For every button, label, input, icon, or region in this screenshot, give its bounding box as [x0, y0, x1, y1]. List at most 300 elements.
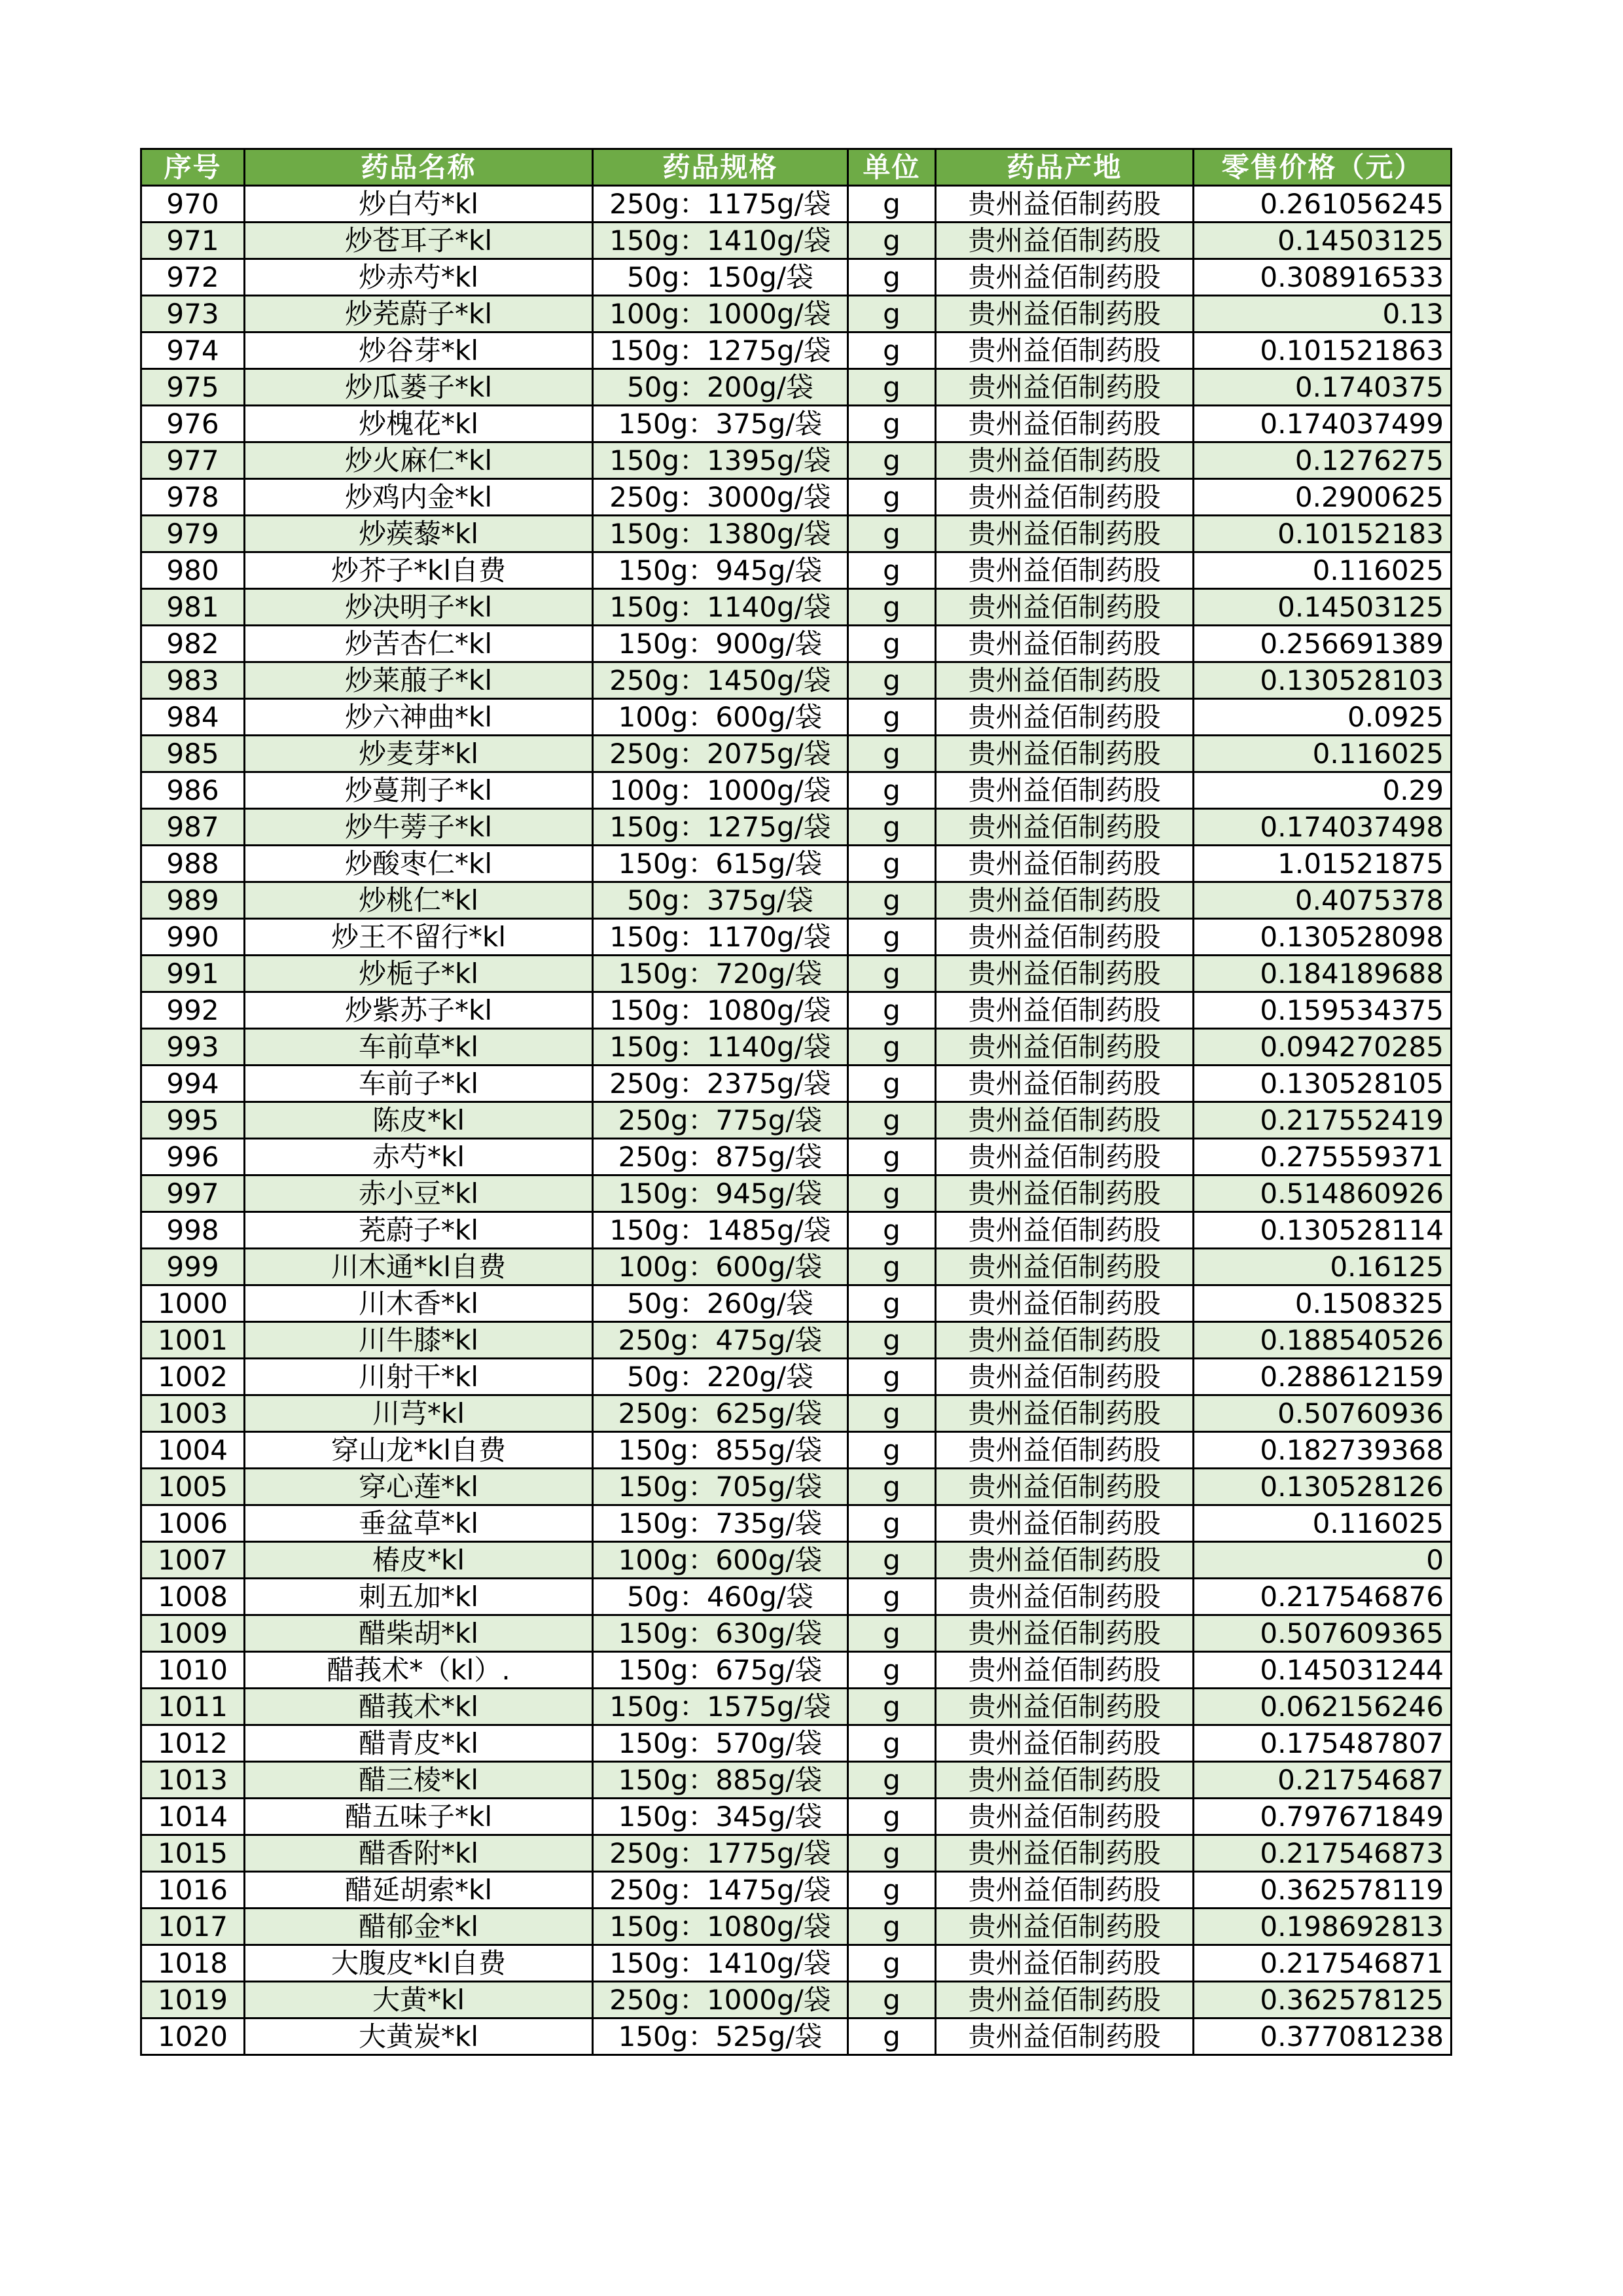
cell-seq: 1000	[141, 1285, 245, 1322]
cell-unit: g	[848, 1909, 936, 1945]
cell-unit: g	[848, 332, 936, 369]
cell-spec: 150g：720g/袋	[593, 956, 848, 992]
table-row	[141, 992, 1452, 1029]
cell-drug-name: 川牛膝*kl	[245, 1322, 593, 1359]
cell-unit: g	[848, 442, 936, 479]
cell-spec: 150g：945g/袋	[593, 1175, 848, 1212]
cell-unit: g	[848, 296, 936, 332]
cell-unit: g	[848, 1579, 936, 1615]
cell-spec: 150g：1395g/袋	[593, 442, 848, 479]
cell-drug-name: 醋郁金*kl	[245, 1909, 593, 1945]
table-row	[141, 1285, 1452, 1322]
cell-retail-price: 0.261056245	[1194, 186, 1452, 223]
cell-origin: 贵州益佰制药股	[936, 956, 1194, 992]
cell-spec: 250g：1775g/袋	[593, 1835, 848, 1872]
cell-seq: 1018	[141, 1945, 245, 1982]
cell-origin: 贵州益佰制药股	[936, 332, 1194, 369]
cell-retail-price: 0.514860926	[1194, 1175, 1452, 1212]
cell-origin: 贵州益佰制药股	[936, 369, 1194, 406]
cell-origin: 贵州益佰制药股	[936, 626, 1194, 662]
cell-origin: 贵州益佰制药股	[936, 1395, 1194, 1432]
cell-drug-name: 大腹皮*kl自费	[245, 1945, 593, 1982]
cell-seq: 1008	[141, 1579, 245, 1615]
cell-seq: 997	[141, 1175, 245, 1212]
table-row	[141, 1579, 1452, 1615]
cell-unit: g	[848, 1249, 936, 1285]
cell-retail-price: 0.4075378	[1194, 882, 1452, 919]
cell-retail-price: 0.362578125	[1194, 1982, 1452, 2018]
cell-drug-name: 穿心莲*kl	[245, 1469, 593, 1505]
cell-unit: g	[848, 1029, 936, 1066]
cell-drug-name: 炒莱菔子*kl	[245, 662, 593, 699]
cell-drug-name: 炒六神曲*kl	[245, 699, 593, 736]
cell-retail-price: 0.507609365	[1194, 1615, 1452, 1652]
cell-origin: 贵州益佰制药股	[936, 296, 1194, 332]
cell-seq: 995	[141, 1102, 245, 1139]
table-row	[141, 1872, 1452, 1909]
cell-spec: 150g：945g/袋	[593, 552, 848, 589]
cell-spec: 150g：1410g/袋	[593, 223, 848, 259]
cell-origin: 贵州益佰制药股	[936, 809, 1194, 846]
cell-origin: 贵州益佰制药股	[936, 479, 1194, 516]
cell-retail-price: 0.10152183	[1194, 516, 1452, 552]
cell-seq: 983	[141, 662, 245, 699]
cell-drug-name: 炒苍耳子*kl	[245, 223, 593, 259]
cell-seq: 972	[141, 259, 245, 296]
cell-unit: g	[848, 1395, 936, 1432]
cell-retail-price: 0.094270285	[1194, 1029, 1452, 1066]
cell-drug-name: 大黄炭*kl	[245, 2018, 593, 2055]
cell-unit: g	[848, 626, 936, 662]
table-row	[141, 1725, 1452, 1762]
cell-origin: 贵州益佰制药股	[936, 1102, 1194, 1139]
cell-unit: g	[848, 479, 936, 516]
cell-retail-price: 0.377081238	[1194, 2018, 1452, 2055]
cell-seq: 970	[141, 186, 245, 223]
cell-unit: g	[848, 1139, 936, 1175]
cell-drug-name: 川木香*kl	[245, 1285, 593, 1322]
table-row	[141, 882, 1452, 919]
cell-retail-price: 0.145031244	[1194, 1652, 1452, 1689]
cell-seq: 1012	[141, 1725, 245, 1762]
cell-drug-name: 刺五加*kl	[245, 1579, 593, 1615]
cell-spec: 150g：375g/袋	[593, 406, 848, 442]
cell-spec: 150g：1275g/袋	[593, 809, 848, 846]
cell-origin: 贵州益佰制药股	[936, 1579, 1194, 1615]
table-row	[141, 809, 1452, 846]
cell-spec: 150g：1170g/袋	[593, 919, 848, 956]
cell-spec: 250g：775g/袋	[593, 1102, 848, 1139]
table-row	[141, 1615, 1452, 1652]
cell-origin: 贵州益佰制药股	[936, 589, 1194, 626]
table-row	[141, 699, 1452, 736]
cell-seq: 985	[141, 736, 245, 772]
cell-seq: 1019	[141, 1982, 245, 2018]
cell-seq: 1005	[141, 1469, 245, 1505]
cell-seq: 1010	[141, 1652, 245, 1689]
table-row	[141, 332, 1452, 369]
cell-origin: 贵州益佰制药股	[936, 1872, 1194, 1909]
cell-seq: 990	[141, 919, 245, 956]
cell-spec: 150g：1410g/袋	[593, 1945, 848, 1982]
cell-drug-name: 炒白芍*kl	[245, 186, 593, 223]
cell-unit: g	[848, 772, 936, 809]
cell-retail-price: 0.198692813	[1194, 1909, 1452, 1945]
cell-spec: 100g：600g/袋	[593, 1542, 848, 1579]
cell-seq: 1007	[141, 1542, 245, 1579]
table-row	[141, 186, 1452, 223]
cell-retail-price: 0.217546876	[1194, 1579, 1452, 1615]
cell-seq: 1001	[141, 1322, 245, 1359]
cell-origin: 贵州益佰制药股	[936, 1175, 1194, 1212]
cell-retail-price: 0.1508325	[1194, 1285, 1452, 1322]
cell-unit: g	[848, 1505, 936, 1542]
cell-origin: 贵州益佰制药股	[936, 1945, 1194, 1982]
cell-unit: g	[848, 552, 936, 589]
cell-origin: 贵州益佰制药股	[936, 1029, 1194, 1066]
cell-origin: 贵州益佰制药股	[936, 1982, 1194, 2018]
cell-spec: 150g：1080g/袋	[593, 992, 848, 1029]
cell-unit: g	[848, 186, 936, 223]
cell-unit: g	[848, 406, 936, 442]
cell-origin: 贵州益佰制药股	[936, 2018, 1194, 2055]
cell-origin: 贵州益佰制药股	[936, 1322, 1194, 1359]
cell-unit: g	[848, 1799, 936, 1835]
cell-unit: g	[848, 882, 936, 919]
cell-unit: g	[848, 919, 936, 956]
cell-unit: g	[848, 1175, 936, 1212]
table-row	[141, 516, 1452, 552]
cell-drug-name: 醋香附*kl	[245, 1835, 593, 1872]
table-row	[141, 919, 1452, 956]
cell-unit: g	[848, 1432, 936, 1469]
cell-seq: 987	[141, 809, 245, 846]
cell-retail-price: 0.29	[1194, 772, 1452, 809]
table-row	[141, 1139, 1452, 1175]
table-row	[141, 1689, 1452, 1725]
cell-unit: g	[848, 809, 936, 846]
cell-drug-name: 川芎*kl	[245, 1395, 593, 1432]
cell-unit: g	[848, 1359, 936, 1395]
cell-drug-name: 炒酸枣仁*kl	[245, 846, 593, 882]
cell-spec: 50g：460g/袋	[593, 1579, 848, 1615]
header-row	[141, 149, 1452, 186]
cell-spec: 250g：1175g/袋	[593, 186, 848, 223]
cell-spec: 50g：220g/袋	[593, 1359, 848, 1395]
cell-retail-price: 0.308916533	[1194, 259, 1452, 296]
cell-retail-price: 0.174037499	[1194, 406, 1452, 442]
cell-spec: 150g：1140g/袋	[593, 1029, 848, 1066]
cell-drug-name: 醋延胡索*kl	[245, 1872, 593, 1909]
cell-unit: g	[848, 1945, 936, 1982]
cell-origin: 贵州益佰制药股	[936, 1652, 1194, 1689]
cell-seq: 1020	[141, 2018, 245, 2055]
table-row	[141, 1542, 1452, 1579]
cell-spec: 150g：630g/袋	[593, 1615, 848, 1652]
cell-spec: 150g：1380g/袋	[593, 516, 848, 552]
table-row	[141, 296, 1452, 332]
cell-spec: 250g：625g/袋	[593, 1395, 848, 1432]
cell-spec: 250g：1475g/袋	[593, 1872, 848, 1909]
cell-seq: 999	[141, 1249, 245, 1285]
cell-unit: g	[848, 662, 936, 699]
cell-seq: 996	[141, 1139, 245, 1175]
table-row	[141, 1799, 1452, 1835]
cell-spec: 150g：900g/袋	[593, 626, 848, 662]
cell-unit: g	[848, 736, 936, 772]
table-row	[141, 1175, 1452, 1212]
cell-origin: 贵州益佰制药股	[936, 1835, 1194, 1872]
cell-retail-price: 0.159534375	[1194, 992, 1452, 1029]
cell-seq: 973	[141, 296, 245, 332]
cell-spec: 100g：1000g/袋	[593, 772, 848, 809]
cell-origin: 贵州益佰制药股	[936, 1909, 1194, 1945]
cell-unit: g	[848, 1615, 936, 1652]
cell-unit: g	[848, 1066, 936, 1102]
cell-retail-price: 0.175487807	[1194, 1725, 1452, 1762]
table-row	[141, 956, 1452, 992]
cell-retail-price: 0.14503125	[1194, 589, 1452, 626]
cell-drug-name: 炒紫苏子*kl	[245, 992, 593, 1029]
cell-retail-price: 1.01521875	[1194, 846, 1452, 882]
cell-seq: 978	[141, 479, 245, 516]
cell-spec: 50g：260g/袋	[593, 1285, 848, 1322]
cell-drug-name: 炒牛蒡子*kl	[245, 809, 593, 846]
table-row	[141, 369, 1452, 406]
table-row	[141, 552, 1452, 589]
cell-retail-price: 0.1740375	[1194, 369, 1452, 406]
cell-spec: 250g：475g/袋	[593, 1322, 848, 1359]
cell-spec: 250g：1000g/袋	[593, 1982, 848, 2018]
cell-spec: 150g：525g/袋	[593, 2018, 848, 2055]
cell-unit: g	[848, 956, 936, 992]
cell-drug-name: 醋莪术*（kl）.	[245, 1652, 593, 1689]
table-row	[141, 259, 1452, 296]
cell-seq: 1004	[141, 1432, 245, 1469]
cell-drug-name: 炒火麻仁*kl	[245, 442, 593, 479]
cell-unit: g	[848, 1542, 936, 1579]
cell-unit: g	[848, 1725, 936, 1762]
table-row	[141, 1395, 1452, 1432]
cell-retail-price: 0.101521863	[1194, 332, 1452, 369]
cell-seq: 992	[141, 992, 245, 1029]
cell-seq: 994	[141, 1066, 245, 1102]
cell-retail-price: 0.14503125	[1194, 223, 1452, 259]
table-row	[141, 223, 1452, 259]
header-retail-price: 零售价格（元）	[1194, 149, 1452, 186]
cell-drug-name: 醋青皮*kl	[245, 1725, 593, 1762]
cell-drug-name: 赤小豆*kl	[245, 1175, 593, 1212]
cell-origin: 贵州益佰制药股	[936, 699, 1194, 736]
cell-origin: 贵州益佰制药股	[936, 882, 1194, 919]
cell-origin: 贵州益佰制药股	[936, 736, 1194, 772]
cell-origin: 贵州益佰制药股	[936, 1285, 1194, 1322]
cell-unit: g	[848, 1102, 936, 1139]
table-row	[141, 479, 1452, 516]
cell-retail-price: 0.130528103	[1194, 662, 1452, 699]
cell-unit: g	[848, 369, 936, 406]
cell-spec: 150g：615g/袋	[593, 846, 848, 882]
cell-drug-name: 炒茺蔚子*kl	[245, 296, 593, 332]
table-row	[141, 1249, 1452, 1285]
cell-origin: 贵州益佰制药股	[936, 223, 1194, 259]
cell-drug-name: 炒王不留行*kl	[245, 919, 593, 956]
cell-drug-name: 川射干*kl	[245, 1359, 593, 1395]
table-row	[141, 2018, 1452, 2055]
table-row	[141, 589, 1452, 626]
cell-origin: 贵州益佰制药股	[936, 772, 1194, 809]
cell-drug-name: 炒桃仁*kl	[245, 882, 593, 919]
cell-seq: 986	[141, 772, 245, 809]
cell-retail-price: 0.116025	[1194, 736, 1452, 772]
cell-spec: 250g：1450g/袋	[593, 662, 848, 699]
cell-unit: g	[848, 1762, 936, 1799]
cell-drug-name: 陈皮*kl	[245, 1102, 593, 1139]
cell-unit: g	[848, 1872, 936, 1909]
cell-retail-price: 0.2900625	[1194, 479, 1452, 516]
cell-unit: g	[848, 1652, 936, 1689]
cell-spec: 150g：855g/袋	[593, 1432, 848, 1469]
cell-retail-price: 0.130528114	[1194, 1212, 1452, 1249]
cell-origin: 贵州益佰制药股	[936, 1725, 1194, 1762]
cell-seq: 1009	[141, 1615, 245, 1652]
cell-unit: g	[848, 699, 936, 736]
cell-spec: 150g：1140g/袋	[593, 589, 848, 626]
cell-drug-name: 穿山龙*kl自费	[245, 1432, 593, 1469]
cell-retail-price: 0.217546873	[1194, 1835, 1452, 1872]
cell-seq: 998	[141, 1212, 245, 1249]
table-row	[141, 1762, 1452, 1799]
cell-spec: 150g：675g/袋	[593, 1652, 848, 1689]
cell-retail-price: 0.184189688	[1194, 956, 1452, 992]
cell-retail-price: 0.50760936	[1194, 1395, 1452, 1432]
cell-drug-name: 椿皮*kl	[245, 1542, 593, 1579]
cell-retail-price: 0.275559371	[1194, 1139, 1452, 1175]
cell-seq: 991	[141, 956, 245, 992]
cell-unit: g	[848, 1469, 936, 1505]
cell-drug-name: 炒芥子*kl自费	[245, 552, 593, 589]
cell-unit: g	[848, 1285, 936, 1322]
table-row	[141, 1322, 1452, 1359]
cell-origin: 贵州益佰制药股	[936, 442, 1194, 479]
cell-origin: 贵州益佰制药股	[936, 1469, 1194, 1505]
cell-seq: 984	[141, 699, 245, 736]
table-row	[141, 1835, 1452, 1872]
cell-unit: g	[848, 1322, 936, 1359]
cell-spec: 50g：200g/袋	[593, 369, 848, 406]
cell-retail-price: 0.130528098	[1194, 919, 1452, 956]
cell-origin: 贵州益佰制药股	[936, 1542, 1194, 1579]
cell-unit: g	[848, 846, 936, 882]
cell-spec: 100g：600g/袋	[593, 699, 848, 736]
cell-retail-price: 0	[1194, 1542, 1452, 1579]
cell-seq: 993	[141, 1029, 245, 1066]
cell-spec: 150g：570g/袋	[593, 1725, 848, 1762]
cell-origin: 贵州益佰制药股	[936, 919, 1194, 956]
cell-seq: 1015	[141, 1835, 245, 1872]
cell-drug-name: 炒蒺藜*kl	[245, 516, 593, 552]
cell-origin: 贵州益佰制药股	[936, 662, 1194, 699]
cell-retail-price: 0.182739368	[1194, 1432, 1452, 1469]
cell-retail-price: 0.116025	[1194, 552, 1452, 589]
cell-spec: 50g：150g/袋	[593, 259, 848, 296]
cell-origin: 贵州益佰制药股	[936, 1432, 1194, 1469]
cell-retail-price: 0.188540526	[1194, 1322, 1452, 1359]
cell-seq: 1002	[141, 1359, 245, 1395]
cell-seq: 1017	[141, 1909, 245, 1945]
cell-drug-name: 赤芍*kl	[245, 1139, 593, 1175]
table-row	[141, 736, 1452, 772]
cell-retail-price: 0.1276275	[1194, 442, 1452, 479]
cell-seq: 1013	[141, 1762, 245, 1799]
cell-seq: 979	[141, 516, 245, 552]
cell-drug-name: 炒苦杏仁*kl	[245, 626, 593, 662]
cell-unit: g	[848, 1212, 936, 1249]
cell-spec: 150g：345g/袋	[593, 1799, 848, 1835]
cell-seq: 977	[141, 442, 245, 479]
header-seq: 序号	[141, 149, 245, 186]
cell-origin: 贵州益佰制药股	[936, 1799, 1194, 1835]
table-row	[141, 846, 1452, 882]
cell-seq: 1014	[141, 1799, 245, 1835]
table-row	[141, 1909, 1452, 1945]
cell-origin: 贵州益佰制药股	[936, 846, 1194, 882]
cell-retail-price: 0.174037498	[1194, 809, 1452, 846]
cell-spec: 100g：600g/袋	[593, 1249, 848, 1285]
drug-price-table	[140, 148, 1452, 2056]
cell-seq: 1016	[141, 1872, 245, 1909]
cell-seq: 982	[141, 626, 245, 662]
cell-seq: 989	[141, 882, 245, 919]
table-row	[141, 1029, 1452, 1066]
cell-spec: 150g：735g/袋	[593, 1505, 848, 1542]
header-unit: 单位	[848, 149, 936, 186]
cell-spec: 250g：875g/袋	[593, 1139, 848, 1175]
cell-retail-price: 0.16125	[1194, 1249, 1452, 1285]
table-row	[141, 662, 1452, 699]
cell-origin: 贵州益佰制药股	[936, 1505, 1194, 1542]
cell-seq: 1011	[141, 1689, 245, 1725]
cell-retail-price: 0.217552419	[1194, 1102, 1452, 1139]
cell-retail-price: 0.217546871	[1194, 1945, 1452, 1982]
cell-retail-price: 0.116025	[1194, 1505, 1452, 1542]
cell-drug-name: 醋三棱*kl	[245, 1762, 593, 1799]
cell-unit: g	[848, 992, 936, 1029]
cell-drug-name: 炒蔓荆子*kl	[245, 772, 593, 809]
cell-origin: 贵州益佰制药股	[936, 259, 1194, 296]
cell-origin: 贵州益佰制药股	[936, 992, 1194, 1029]
cell-drug-name: 川木通*kl自费	[245, 1249, 593, 1285]
cell-drug-name: 炒决明子*kl	[245, 589, 593, 626]
table-row	[141, 1945, 1452, 1982]
cell-drug-name: 垂盆草*kl	[245, 1505, 593, 1542]
cell-origin: 贵州益佰制药股	[936, 1212, 1194, 1249]
table-body	[141, 186, 1452, 2055]
cell-drug-name: 炒麦芽*kl	[245, 736, 593, 772]
table-row	[141, 1652, 1452, 1689]
cell-seq: 976	[141, 406, 245, 442]
cell-spec: 150g：885g/袋	[593, 1762, 848, 1799]
table-row	[141, 1505, 1452, 1542]
cell-unit: g	[848, 1689, 936, 1725]
cell-origin: 贵州益佰制药股	[936, 1615, 1194, 1652]
cell-retail-price: 0.130528105	[1194, 1066, 1452, 1102]
cell-seq: 988	[141, 846, 245, 882]
cell-drug-name: 大黄*kl	[245, 1982, 593, 2018]
cell-spec: 150g：1080g/袋	[593, 1909, 848, 1945]
cell-retail-price: 0.797671849	[1194, 1799, 1452, 1835]
table-row	[141, 626, 1452, 662]
